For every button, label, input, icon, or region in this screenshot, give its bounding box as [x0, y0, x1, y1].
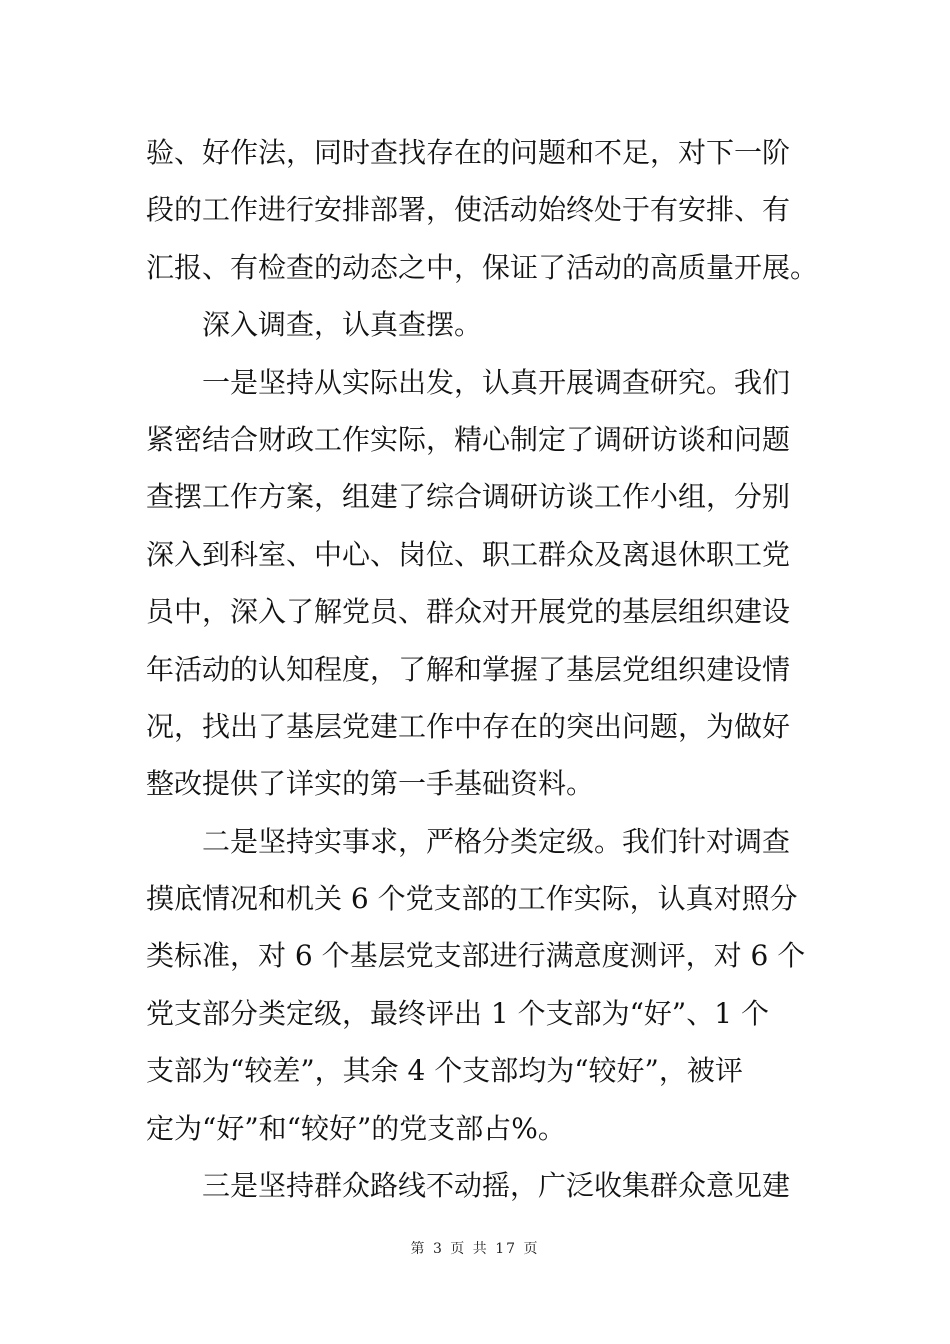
text-line: 紧密结合财政工作实际，精心制定了调研访谈和问题	[146, 422, 791, 456]
text-line: 支部为“较差”，其余 4 个支部均为“较好”，被评	[146, 1054, 743, 1088]
text-line: 查摆工作方案，组建了综合调研访谈工作小组，分别	[146, 480, 791, 514]
body-text	[146, 124, 819, 1214]
page-number-footer: 第 3 页 共 17 页	[410, 1241, 540, 1257]
text-line: 摸底情况和机关 6 个党支部的工作实际，认真对照分	[146, 882, 798, 916]
text-line: 类标准，对 6 个基层党支部进行满意度测评，对 6 个	[146, 939, 806, 973]
text-line: 员中，深入了解党员、群众对开展党的基层组织建设	[146, 595, 791, 629]
section-heading: 深入调查，认真查摆。	[202, 308, 483, 342]
paragraph-start: 二是坚持实事求，严格分类定级。我们针对调查	[202, 824, 791, 858]
text-line: 况，找出了基层党建工作中存在的突出问题，为做好	[146, 709, 791, 743]
text-line: 整改提供了详实的第一手基础资料。	[146, 767, 595, 801]
paragraph-start: 一是坚持从实际出发，认真开展调查研究。我们	[202, 365, 791, 399]
text-line: 验、好作法，同时查找存在的问题和不足，对下一阶	[146, 136, 791, 169]
text-line: 年活动的认知程度，了解和掌握了基层党组织建设情	[146, 652, 791, 686]
paragraph-start: 三是坚持群众路线不动摇，广泛收集群众意见建	[202, 1169, 791, 1203]
text-line: 深入到科室、中心、岗位、职工群众及离退休职工党	[146, 537, 791, 571]
text-line: 汇报、有检查的动态之中，保证了活动的高质量开展。	[146, 250, 819, 284]
text-line: 段的工作进行安排部署，使活动始终处于有安排、有	[146, 193, 791, 227]
text-line: 定为“好”和“较好”的党支部占%。	[146, 1111, 566, 1145]
text-line: 党支部分类定级，最终评出 1 个支部为“好”、1 个	[146, 996, 769, 1030]
